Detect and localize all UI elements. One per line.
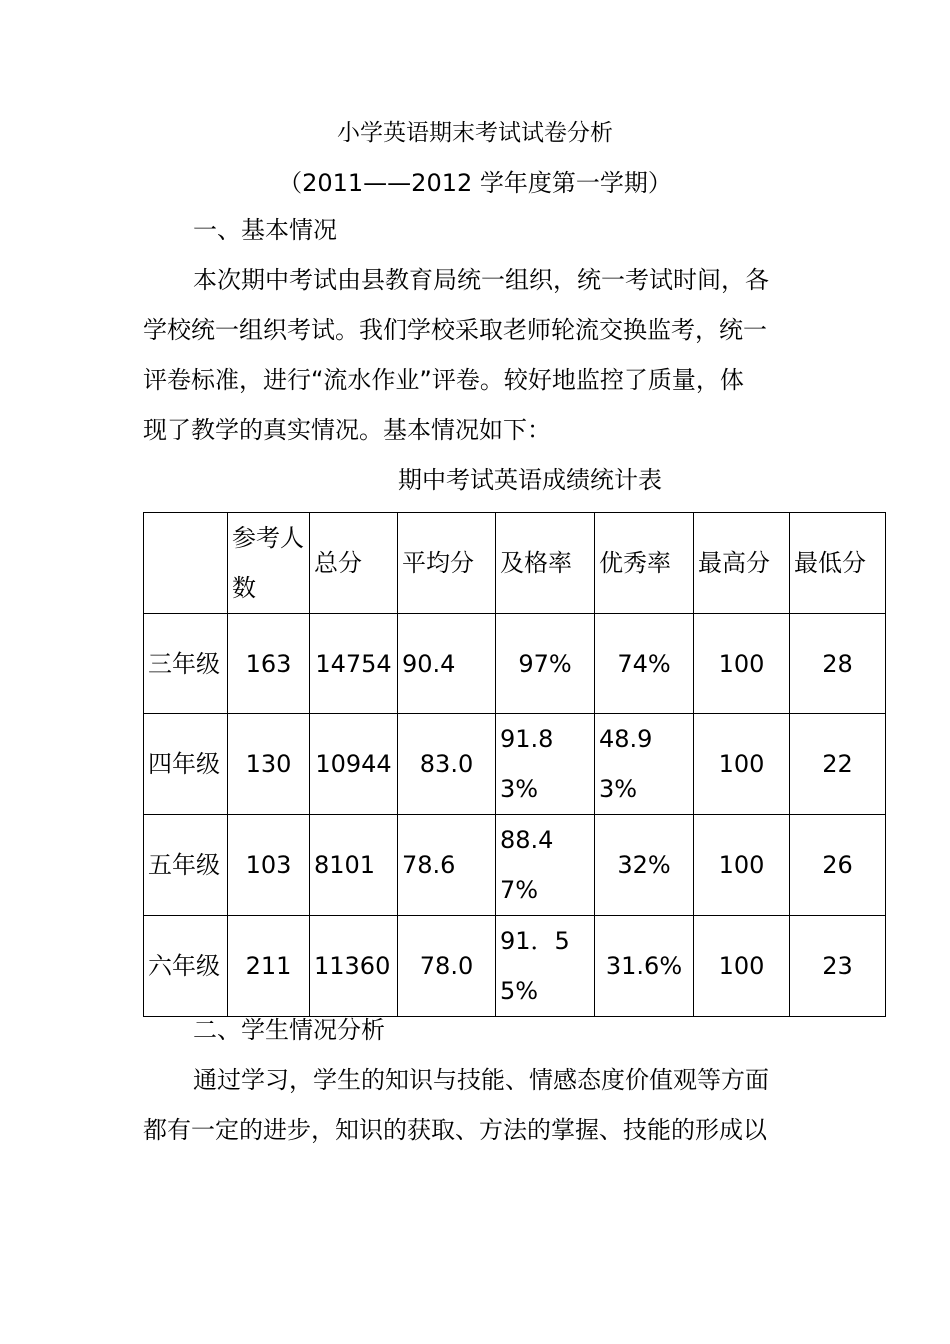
paragraph-line: 学校统一组织考试。我们学校采取老师轮流交换监考，统一: [143, 316, 767, 344]
table-row: [144, 714, 886, 815]
table-cell: 163: [228, 614, 310, 714]
paragraph-line: 都有一定的进步，知识的获取、方法的掌握、技能的形成以: [143, 1116, 767, 1144]
table-cell: 100: [694, 815, 790, 916]
header-cell: 及格率: [496, 513, 595, 614]
table-cell: 130: [228, 714, 310, 815]
table-cell: 14754: [310, 614, 398, 714]
table-cell: 91.83%: [496, 714, 595, 815]
table-cell: 100: [694, 714, 790, 815]
table-row: [144, 614, 886, 714]
header-cell: 优秀率: [595, 513, 694, 614]
table-cell: 97%: [496, 614, 595, 714]
table-cell: 31.6%: [595, 916, 694, 1017]
header-cell: 参考人数: [228, 513, 310, 614]
doc-title: 小学英语期末考试试卷分析: [337, 120, 613, 146]
table-cell: 23: [790, 916, 886, 1017]
table-cell: 100: [694, 916, 790, 1017]
table-row: [144, 815, 886, 916]
table-cell: 8101: [310, 815, 398, 916]
paragraph-line: 本次期中考试由县教育局统一组织，统一考试时间，各: [193, 266, 769, 294]
table-cell: 五年级: [144, 815, 228, 916]
table-cell: 100: [694, 614, 790, 714]
header-cell: [144, 513, 228, 614]
paragraph-line: 评卷标准，进行“流水作业”评卷。较好地监控了质量，体: [143, 366, 744, 394]
table-cell: 六年级: [144, 916, 228, 1017]
table-header-row: [144, 513, 886, 614]
table-cell: 四年级: [144, 714, 228, 815]
header-cell: 平均分: [398, 513, 496, 614]
table-cell: 91．55%: [496, 916, 595, 1017]
paragraph-line: 通过学习，学生的知识与技能、情感态度价值观等方面: [193, 1066, 769, 1094]
table-cell: 211: [228, 916, 310, 1017]
table-cell: 28: [790, 614, 886, 714]
table-cell: 48.93%: [595, 714, 694, 815]
table-cell: 103: [228, 815, 310, 916]
table-cell: 88.47%: [496, 815, 595, 916]
table-row: [144, 916, 886, 1017]
table-cell: 74%: [595, 614, 694, 714]
table-cell: 10944: [310, 714, 398, 815]
header-cell: 总分: [310, 513, 398, 614]
table-caption: 期中考试英语成绩统计表: [398, 466, 662, 494]
table-cell: 32%: [595, 815, 694, 916]
doc-subtitle: （2011——2012 学年度第一学期）: [278, 169, 672, 197]
table-cell: 78.0: [398, 916, 496, 1017]
table-cell: 90.4: [398, 614, 496, 714]
header-cell: 最低分: [790, 513, 886, 614]
table-cell: 83.0: [398, 714, 496, 815]
header-cell: 最高分: [694, 513, 790, 614]
paragraph-line: 现了教学的真实情况。基本情况如下：: [143, 416, 551, 444]
table-cell: 26: [790, 815, 886, 916]
table-cell: 78.6: [398, 815, 496, 916]
section-heading-students: 二、学生情况分析: [193, 1016, 385, 1044]
table-cell: 三年级: [144, 614, 228, 714]
section-heading-basic: 一、基本情况: [193, 216, 337, 244]
score-table: [143, 512, 886, 1017]
table-cell: 22: [790, 714, 886, 815]
table-cell: 11360: [310, 916, 398, 1017]
